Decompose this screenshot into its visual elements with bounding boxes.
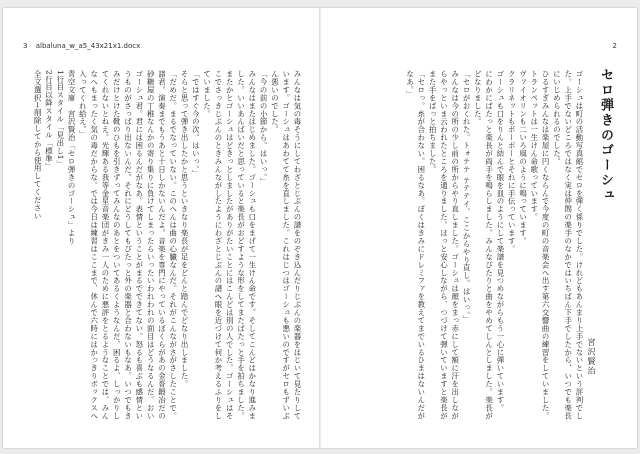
paragraph: みんなはまたはじめました。ゴーシュも口をまげて一生けん命です。そしてこんどはかなり進みました。いいあんばいだと思っていると楽長がおどすような形をしてまたぱたっと手を拍ちました。またかとゴーシュはどきっとしましたがありがたいことにはこんどは別の人でした。ゴーシュはそこでさっきじぶんのときみんながしたようにわざとじぶんの譜へ眼を近づけて何か考えるふりをしていました。 [202, 70, 257, 420]
paragraph: 「ではすぐ今の次。はいっ。」 [191, 70, 201, 178]
paragraph: 「セロっ。糸が合わない。困るなあ。ぼくはきみにドレミファを教えてまでいるひまはないんだがなあ。」 [405, 70, 426, 420]
paragraph: 「だめだ。まるでなっていない。このへんは曲の心臓なんだ。それがこんながさがさしたことで。諸君。演奏までもうあと十日しかないんだよ。音楽を専門にやっているぼくらがあの金沓鍛冶だの砂糖屋の丁稚なんかの寄り集りに負けてしまったらいったいわれわれの面目はどうなるんだ。おいゴーシュ君。君には困るんだがなあ。表情ということがまるでできてない。怒るも喜ぶも感情というものがさっぱり出ないんだ。それにどうしてもぴたっと外の楽器と合わないもなあ。いつでもきみだけとけた靴のひもを引きずってみんなのあとをついてあるくようなんだ、困るよ、しっかりしてくれないとねえ。光輝ある我等金星音楽団がきみ一人のために悪評をとるようなことでは、みんなへもまったく気の毒だからな。では今日は練習はここまで、休んで六時にはかっきりボックスへ入ってくれ給え。」 [78, 70, 178, 420]
left-page-number: 3 [23, 42, 28, 50]
right-page [321, 8, 637, 448]
paragraph: クラリネットもボーボーとそれに手伝っています。 [507, 70, 517, 253]
right-page-body [353, 70, 585, 420]
paragraph: ヴァイオリンも二いろ風のように鳴っています。 [518, 70, 528, 245]
left-page-header [23, 42, 146, 50]
paragraph: 「セロがおくれた。トォテテ テテテイ、ここからやり直し。はいっ。」 [462, 70, 472, 324]
right-page-number: 2 [612, 42, 617, 50]
colophon-line: 1行目スタイル「見出し1」 [55, 70, 65, 168]
paragraph: ゴーシュも口をりんと結んで眼を皿のようにして楽譜を見つめながらもう一心に弾いています。 [495, 70, 505, 412]
left-page-body [23, 70, 303, 420]
paragraph: トランペットは一生けん命歌っています。 [529, 70, 539, 222]
file-name: albaluna_w_a5_43x21x1.docx [35, 42, 141, 50]
paragraph: にわかにぱたっと楽長が両手を鳴らしました。みんなぴたりと曲をやめてしんとしました。楽長がどなりました。 [473, 70, 494, 420]
paragraph: 「今の前の小節から。はいっ。」 [259, 70, 269, 186]
left-page [3, 8, 319, 448]
paragraph: そらと思って弾き出したかと思うといきなり楽長が足をどんと踏んでどなり出しました。 [180, 70, 190, 388]
book-spread [3, 8, 637, 448]
colophon-line: 2行目以降スタイル「標準」 [44, 70, 54, 171]
paragraph: ひるすぎみんなは楽屋に円くならんで今度の町の音楽会へ出す第六交響曲の練習をしていました。 [541, 70, 551, 420]
paragraph: みんなは気の毒そうにしてわざとじぶんの譜をのぞき込んだりじぶんの楽器をはじいて見たりしています。ゴーシュはあわてて糸を直しました。これはじつはゴーシュも悪いのですがセロもずいぶん悪いのでした。 [270, 70, 302, 420]
story-author: 宮沢賢治 [587, 338, 596, 376]
story-title: セロ弾きのゴーシュ [598, 68, 613, 203]
paragraph: ゴーシュは町の活動写真館でセロを弾く係りでした。けれどもあんまり上手でないという評判でした。上手でないどころではなく実は仲間の楽手のなかではいちばん下手でしたから、いつでも楽長にいじめられるのでした。 [552, 70, 584, 420]
colophon-line: 全文選択→削除してから使用してください [33, 70, 43, 220]
colophon-line: 青空文庫 宮沢賢治「セロ弾きのゴーシュ」より [67, 70, 77, 245]
paragraph: みんなは今の所の少し前の所からやり直しました。ゴーシュは顔をまっ赤にして額に汗を出しながらやっといま云われたところを通りました。ほっと安心しながら、つづけて弾いていますと楽長がまた手をぱっと拍ちました。 [428, 70, 460, 420]
